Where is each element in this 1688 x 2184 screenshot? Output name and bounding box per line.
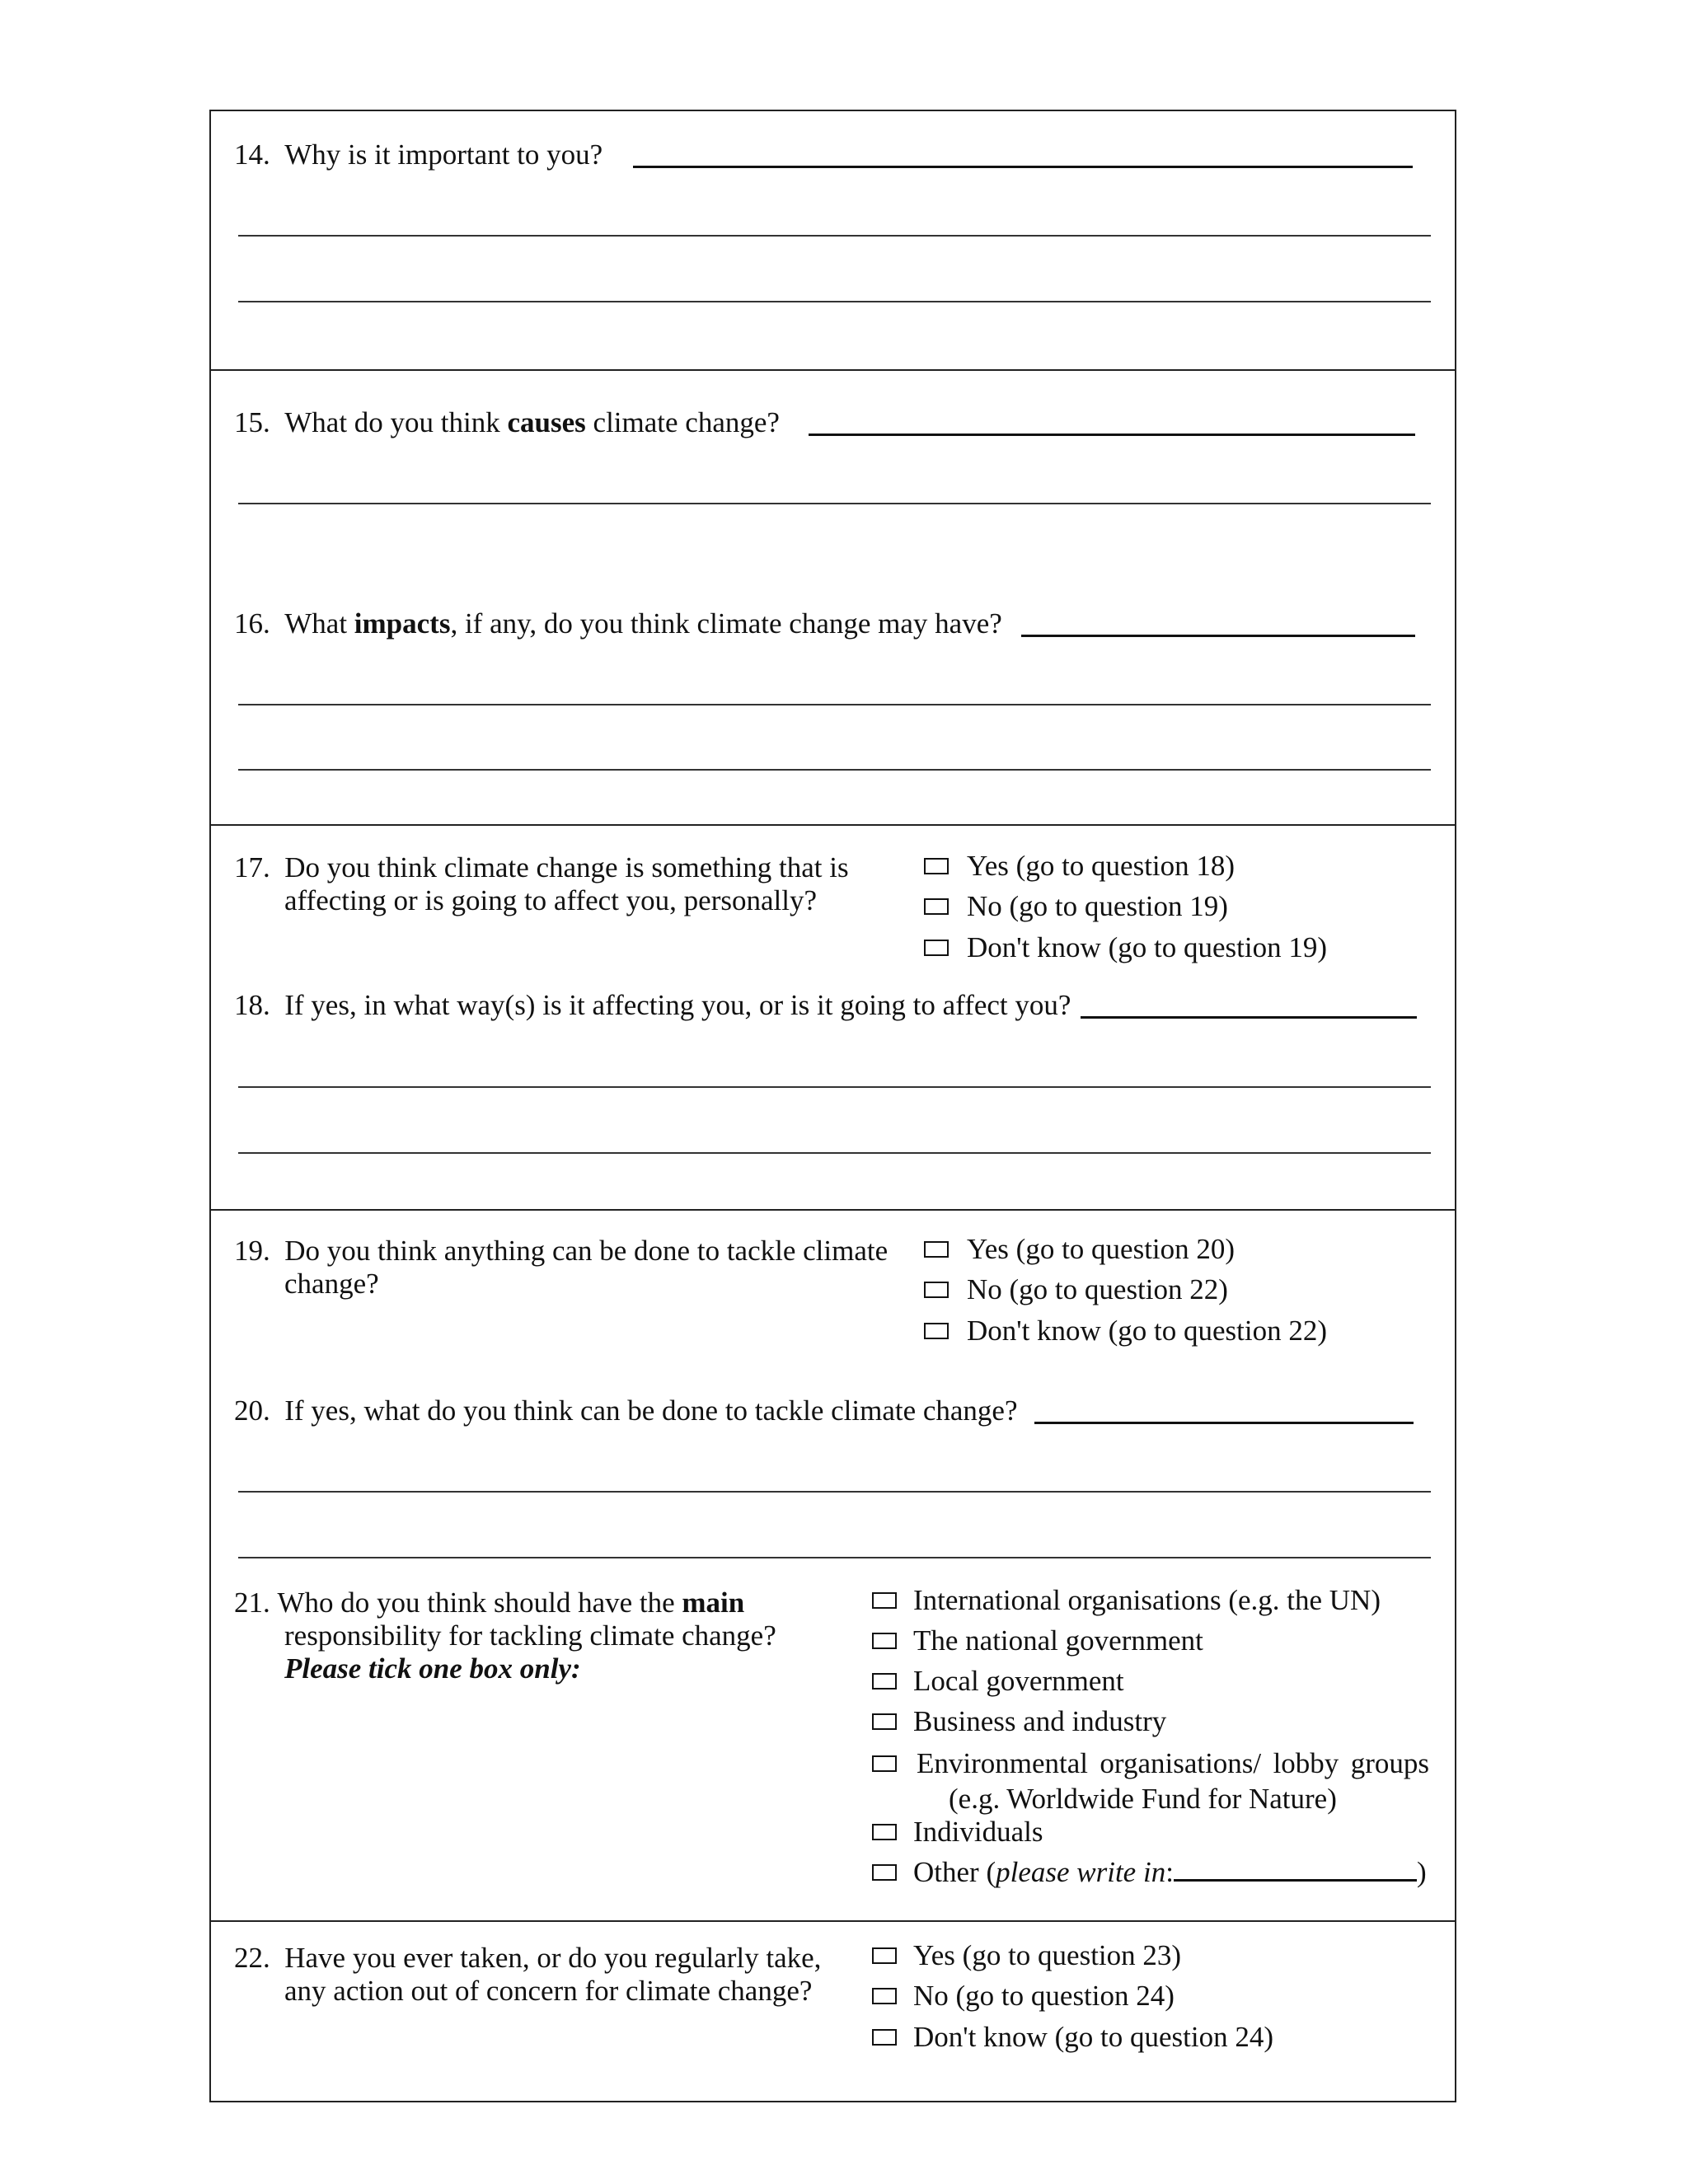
checkbox-q21-individuals[interactable]	[872, 1824, 897, 1840]
section-divider	[209, 1209, 1456, 1211]
option-label: No (go to question 22)	[967, 1273, 1228, 1305]
q16-answer-line[interactable]	[1021, 635, 1415, 637]
question-22: 22. Have you ever taken, or do you regularly take,	[234, 1942, 822, 1974]
option-label: Don't know (go to question 22)	[967, 1315, 1327, 1347]
q20-answer-line[interactable]	[1034, 1422, 1414, 1424]
question-number: 14.	[234, 138, 270, 171]
q15-answer-line[interactable]	[809, 434, 1415, 436]
checkbox-q22-yes[interactable]	[872, 1947, 897, 1964]
question-20	[234, 1394, 1018, 1427]
checkbox-q21-environmental[interactable]	[872, 1755, 897, 1772]
q20-answer-line[interactable]	[238, 1491, 1431, 1493]
question-21: 21. Who do you think should have the main	[234, 1586, 745, 1619]
option-label: No (go to question 24)	[913, 1980, 1175, 2012]
question-17: 17. Do you think climate change is something that is	[234, 851, 849, 883]
checkbox-q22-no[interactable]	[872, 1988, 897, 2004]
q15-answer-line[interactable]	[238, 503, 1431, 504]
checkbox-q17-dont-know[interactable]	[924, 940, 949, 956]
option-label: Environmental organisations/ lobby groups	[917, 1747, 1429, 1779]
section-divider	[209, 1920, 1456, 1922]
checkbox-q21-international[interactable]	[872, 1592, 897, 1609]
section-divider	[209, 369, 1456, 371]
option-label-continued: (e.g. Worldwide Fund for Nature)	[949, 1783, 1337, 1815]
q16-answer-line[interactable]	[238, 769, 1431, 771]
checkbox-q17-no[interactable]	[924, 898, 949, 915]
checkbox-q21-other[interactable]	[872, 1864, 897, 1881]
question-number: 16.	[234, 607, 270, 640]
emphasis: main	[682, 1586, 745, 1619]
checkbox-q22-dont-know[interactable]	[872, 2029, 897, 2046]
question-number: 19.	[234, 1235, 270, 1267]
question-text: Why is it important to you?	[284, 138, 603, 171]
question-number: 18.	[234, 989, 270, 1021]
option-label: No (go to question 19)	[967, 890, 1228, 922]
option-label: Don't know (go to question 24)	[913, 2021, 1273, 2053]
option-label: Don't know (go to question 19)	[967, 931, 1327, 963]
question-number: 20.	[234, 1394, 270, 1427]
option-label: Business and industry	[913, 1705, 1167, 1737]
option-label: Individuals	[913, 1816, 1043, 1848]
other-write-in-field[interactable]	[1174, 1856, 1417, 1882]
question-22-line2: any action out of concern for climate change?	[284, 1975, 813, 2007]
option-label: Yes (go to question 20)	[967, 1233, 1236, 1265]
emphasis: impacts	[354, 607, 451, 640]
checkbox-q19-dont-know[interactable]	[924, 1323, 949, 1339]
checkbox-q19-yes[interactable]	[924, 1241, 949, 1258]
question-15: 15. What do you think causes climate change?	[234, 406, 780, 438]
q18-answer-line[interactable]	[238, 1086, 1431, 1088]
option-label: Yes (go to question 18)	[967, 850, 1236, 882]
question-17-line2: affecting or is going to affect you, personally?	[284, 884, 818, 916]
option-label: Local government	[913, 1665, 1124, 1697]
question-14	[234, 138, 603, 171]
q18-answer-line[interactable]	[238, 1152, 1431, 1154]
q14-answer-line[interactable]	[238, 235, 1431, 237]
question-number: 21.	[234, 1586, 270, 1619]
checkbox-q17-yes[interactable]	[924, 858, 949, 874]
q14-answer-line[interactable]	[633, 166, 1413, 168]
question-18	[234, 989, 1071, 1022]
option-label: Yes (go to question 23)	[913, 1939, 1182, 1971]
section-divider	[209, 824, 1456, 826]
emphasis: causes	[507, 406, 586, 438]
question-text: If yes, what do you think can be done to tackle climate change?	[284, 1394, 1018, 1427]
checkbox-q21-national[interactable]	[872, 1633, 897, 1649]
q14-answer-line[interactable]	[238, 301, 1431, 302]
question-number: 15.	[234, 406, 270, 438]
checkbox-q21-business[interactable]	[872, 1713, 897, 1730]
checkbox-q19-no[interactable]	[924, 1282, 949, 1298]
question-16: 16. What impacts, if any, do you think climate change may have?	[234, 607, 1002, 640]
q20-answer-line[interactable]	[238, 1557, 1431, 1558]
question-19: 19. Do you think anything can be done to tackle climate	[234, 1235, 889, 1267]
checkbox-q21-local[interactable]	[872, 1673, 897, 1690]
option-label: The national government	[913, 1624, 1203, 1657]
option-label-other: Other (please write in: )	[913, 1856, 1427, 1888]
question-19-line2: change?	[284, 1268, 379, 1300]
option-label: International organisations (e.g. the UN)	[913, 1584, 1381, 1616]
question-21-line2: responsibility for tackling climate change?	[284, 1619, 776, 1652]
question-number: 22.	[234, 1942, 270, 1974]
question-number: 17.	[234, 851, 270, 883]
q16-answer-line[interactable]	[238, 704, 1431, 705]
question-21-instruction: Please tick one box only:	[284, 1652, 581, 1685]
question-text: If yes, in what way(s) is it affecting you, or is it going to affect you?	[284, 989, 1071, 1021]
q18-answer-line[interactable]	[1081, 1016, 1417, 1019]
